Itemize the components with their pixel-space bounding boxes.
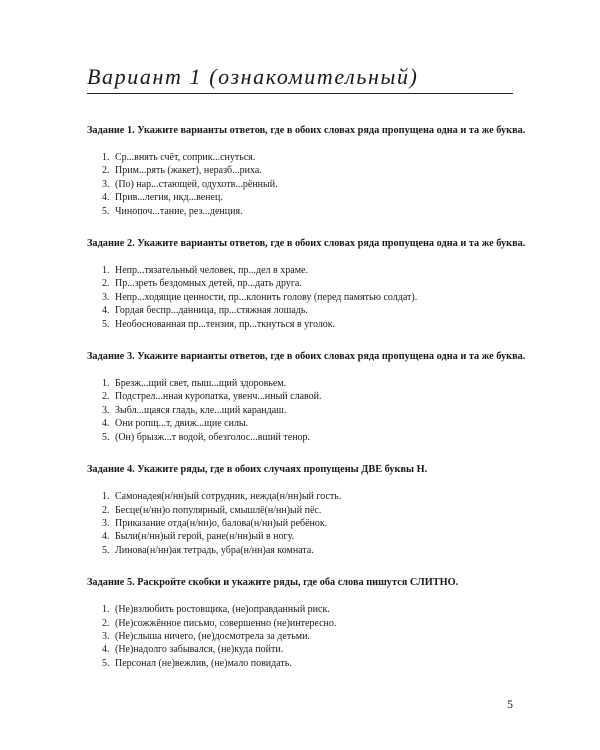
item-number: 5. [102, 657, 110, 669]
item-number: 4. [102, 418, 110, 430]
item-number: 2. [102, 391, 110, 403]
item-number: 3. [102, 291, 110, 303]
item-text: Брезж...щий свет, пыш...щий здоровьем. [115, 378, 287, 390]
item-number: 4. [102, 192, 110, 204]
list-item [102, 630, 527, 643]
task-1 [87, 124, 527, 218]
item-number: 4. [102, 305, 110, 317]
item-number: 4. [102, 644, 110, 656]
item-text: (Не)слыша ничего, (не)досмотрела за детьми. [115, 630, 310, 642]
task-title: Задание 5. Раскройте скобки и укажите ряды, где оба слова пишутся СЛИТНО. [87, 577, 459, 589]
answer-list [87, 264, 527, 331]
item-number: 5. [102, 318, 110, 330]
item-text: Линова(н/нн)ая тетрадь, убра(н/нн)ая комната. [115, 544, 314, 556]
list-item [102, 304, 527, 317]
list-item [102, 191, 527, 204]
task-4 [87, 463, 527, 557]
item-number: 1. [102, 152, 110, 163]
list-item [102, 404, 527, 417]
item-number: 1. [102, 604, 110, 616]
item-number: 1. [102, 378, 110, 390]
item-text: (Не)взлюбить ростовщика, (не)оправданный риск. [115, 604, 330, 616]
list-item [102, 657, 527, 670]
item-text: Приказание отда(н/нн)о, балова(н/нн)ый ребёнок. [115, 517, 328, 529]
list-item [102, 490, 527, 503]
item-text: Необоснованная пр...тензия, пр...ткнуться в уголок. [115, 318, 336, 330]
task-title: Задание 1. Укажите варианты ответов, где в обоих словах ряда пропущена одна и та же буква. [87, 125, 526, 136]
item-number: 2. [102, 278, 110, 290]
item-number: 5. [102, 544, 110, 556]
item-number: 1. [102, 491, 110, 503]
answer-list [87, 377, 527, 444]
tasks-container [87, 124, 527, 689]
task-5 [87, 576, 527, 670]
item-text: (По) нар...стающей, одухотв...рённый. [115, 178, 278, 190]
item-number: 3. [102, 178, 110, 190]
list-item [102, 617, 527, 630]
item-text: Персонал (не)вежлив, (не)мало повидать. [115, 657, 292, 669]
item-text: Непр...тязательный человек, пр...дел в храме. [115, 265, 308, 277]
answer-list [87, 151, 527, 218]
item-number: 3. [102, 517, 110, 529]
list-item [102, 603, 527, 616]
item-text: (Не)надолго забывался, (не)куда пойти. [115, 644, 284, 656]
list-item [102, 517, 527, 530]
item-text: (Он) брызж...т водой, обезголос...вший тенор. [115, 431, 311, 443]
answer-list [87, 490, 527, 557]
task-2 [87, 237, 527, 331]
list-item [102, 264, 527, 277]
page-title: Вариант 1 (ознакомительный) [87, 64, 419, 89]
item-number: 2. [102, 617, 110, 629]
item-text: Они ропщ...т, движ...щие силы. [115, 418, 249, 430]
list-item [102, 164, 527, 177]
task-3 [87, 350, 527, 444]
page-number: 5 [507, 697, 513, 711]
list-item [102, 544, 527, 557]
list-item [102, 504, 527, 517]
list-item [102, 151, 527, 164]
item-text: Зыбл...щаяся гладь, кле...щий карандаш. [115, 404, 287, 416]
list-item [102, 431, 527, 444]
list-item [102, 643, 527, 656]
item-text: Бесце(н/нн)о популярный, смышлё(н/нн)ый пёс. [115, 504, 322, 516]
list-item [102, 277, 527, 290]
item-number: 5. [102, 431, 110, 443]
answer-list [87, 603, 527, 670]
item-text: Непр...ходящие ценности, пр...клонить голову (перед памятью солдат). [115, 291, 418, 303]
item-number: 3. [102, 404, 110, 416]
item-text: Пр...зреть бездомных детей, пр...дать друга. [115, 278, 302, 290]
task-title: Задание 2. Укажите варианты ответов, где в обоих словах ряда пропущена одна и та же буква. [87, 238, 526, 250]
item-text: Прим...рять (жакет), неразб...риха. [115, 165, 262, 177]
item-text: Чинопоч...тание, рез...денция. [115, 205, 243, 217]
item-text: Прив...легия, нкд...венец. [115, 192, 223, 204]
list-item [102, 530, 527, 543]
item-text: Гордая беспр...данница, пр...стяжная лошадь. [115, 305, 308, 317]
item-number: 3. [102, 630, 110, 642]
item-text: Ср...внять счёт, соприк...снуться. [115, 152, 256, 163]
list-item [102, 377, 527, 390]
list-item [102, 417, 527, 430]
task-title: Задание 4. Укажите ряды, где в обоих случаях пропущены ДВЕ буквы Н. [87, 464, 428, 476]
item-number: 2. [102, 504, 110, 516]
item-number: 4. [102, 531, 110, 543]
task-title: Задание 3. Укажите варианты ответов, где в обоих словах ряда пропущена одна и та же буква. [87, 351, 526, 363]
item-number: 2. [102, 165, 110, 177]
list-item [102, 178, 527, 191]
title-divider [87, 93, 513, 94]
item-number: 1. [102, 265, 110, 277]
item-text: (Не)сожжённое письмо, совершенно (не)интересно. [115, 617, 337, 629]
item-text: Были(н/нн)ый герой, ране(н/нн)ый в ногу. [115, 531, 295, 543]
list-item [102, 318, 527, 331]
list-item [102, 390, 527, 403]
item-text: Самонадея(н/нн)ый сотрудник, нежда(н/нн)ый гость. [115, 491, 342, 503]
item-number: 5. [102, 205, 110, 217]
list-item [102, 291, 527, 304]
item-text: Подстрел...нная куропатка, увенч...нный славой. [115, 391, 322, 403]
list-item [102, 205, 527, 218]
